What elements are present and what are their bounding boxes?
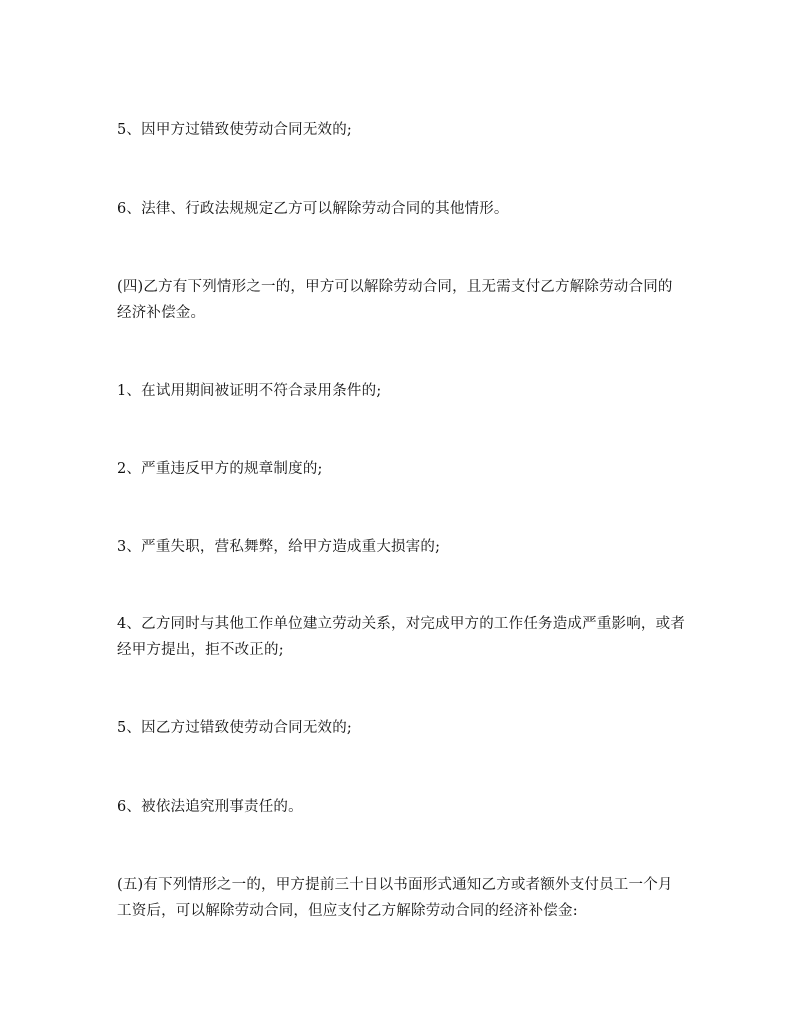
paragraph-section-5-heading: (五)有下列情形之一的，甲方提前三十日以书面形式通知乙方或者额外支付员工一个月工资后，可以解除劳动合同，但应支付乙方解除劳动合同的经济补偿金: [117, 877, 673, 919]
paragraph-section-4-heading: (四)乙方有下列情形之一的，甲方可以解除劳动合同，且无需支付乙方解除劳动合同的经济补偿金。 [117, 279, 673, 321]
paragraph-item-2-rules-violation: 2、严重违反甲方的规章制度的; [117, 461, 323, 477]
paragraph-item-3-dereliction: 3、严重失职，营私舞弊，给甲方造成重大损害的; [117, 539, 441, 555]
paragraph-item-6-criminal-liability: 6、被依法追究刑事责任的。 [117, 799, 303, 815]
paragraph-item-5-invalid-contract-employee: 5、因乙方过错致使劳动合同无效的; [117, 720, 353, 736]
paragraph-item-5-invalid-contract-employer: 5、因甲方过错致使劳动合同无效的; [117, 122, 353, 138]
paragraph-item-1-probation: 1、在试用期间被证明不符合录用条件的; [117, 383, 382, 399]
paragraph-item-4-dual-employment: 4、乙方同时与其他工作单位建立劳动关系，对完成甲方的工作任务造成严重影响，或者经甲方提出，拒不改正的; [117, 616, 686, 658]
paragraph-item-6-other-legal-cases: 6、法律、行政法规规定乙方可以解除劳动合同的其他情形。 [117, 201, 509, 217]
